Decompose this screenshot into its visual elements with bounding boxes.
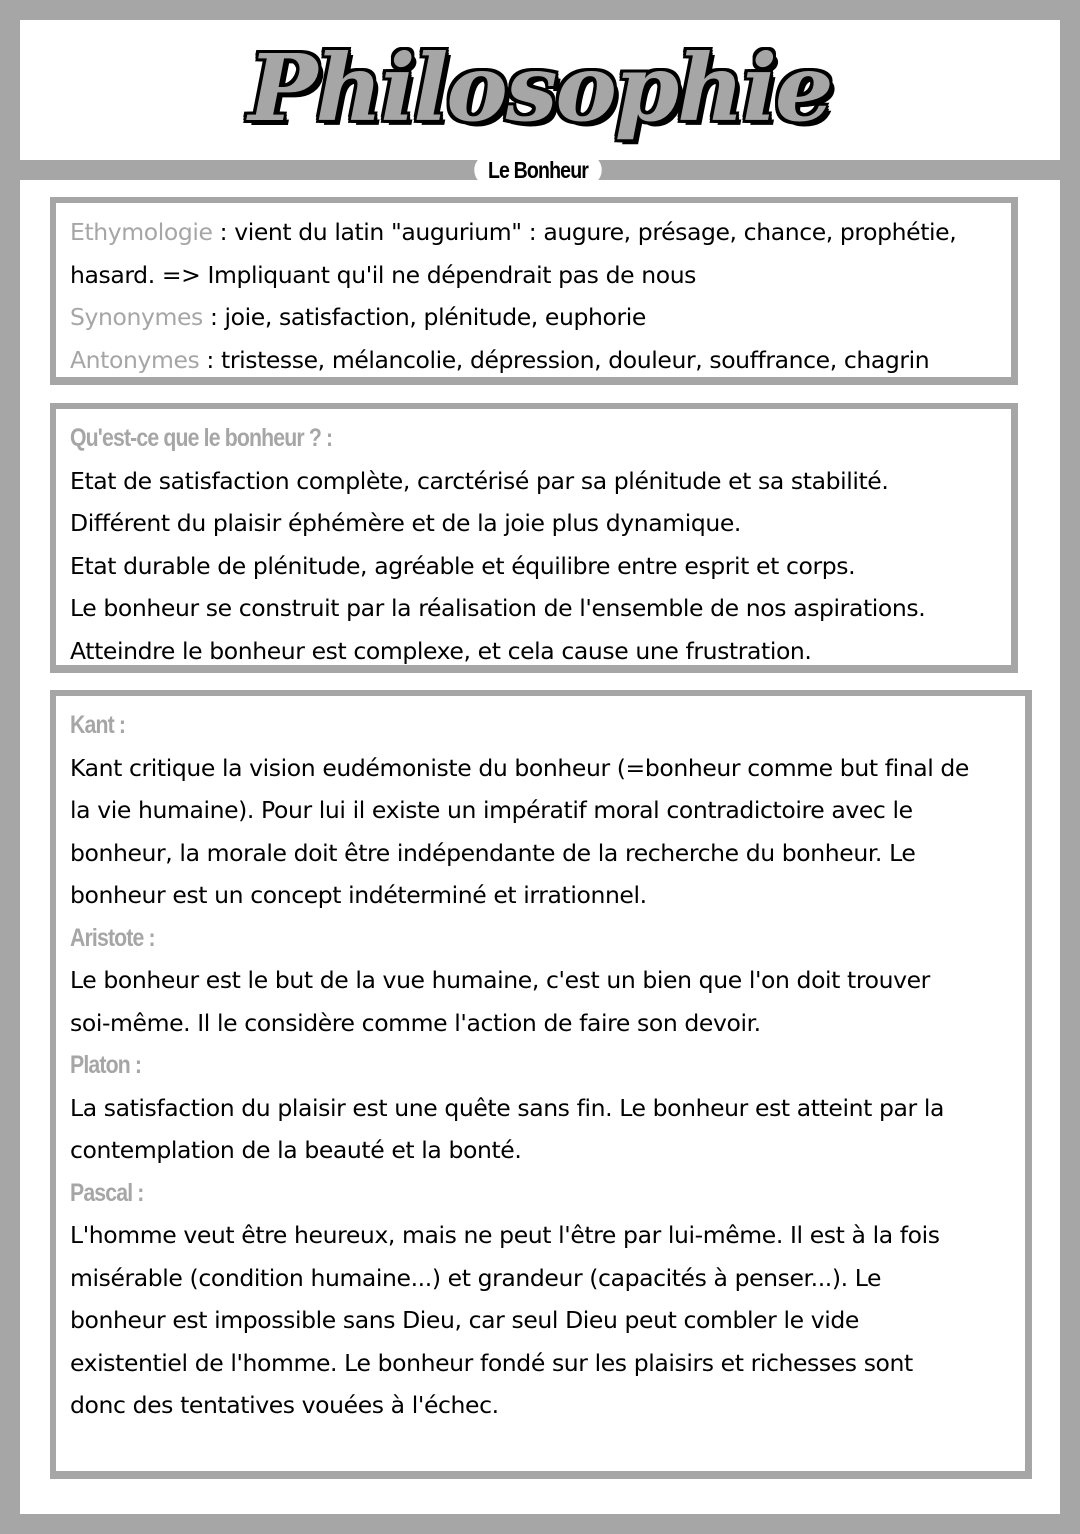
text-line: contemplation de la beauté et la bonté. (70, 1136, 522, 1164)
page-title: Philosophie (248, 34, 832, 142)
text-line: Le bonheur se construit par la réalisation de l'ensemble de nos aspirations. (70, 594, 926, 622)
section-heading: Qu'est-ce que le bonheur ? : (70, 424, 333, 452)
text-line: soi-même. Il le considère comme l'action de faire son devoir. (70, 1008, 761, 1037)
header (20, 20, 1060, 160)
etymology-text: : vient du latin "augurium" : augure, présage, chance, prophétie, (212, 218, 957, 246)
text-line: Différent du plaisir éphémère et de la joie plus dynamique. (70, 509, 742, 537)
etymology-label: Ethymologie (70, 218, 213, 246)
text-line: bonheur est impossible sans Dieu, car seul Dieu peut combler le vide (70, 1306, 859, 1334)
text-line: Kant critique la vision eudémoniste du bonheur (=bonheur comme but final de (70, 753, 969, 782)
text-line: Atteindre le bonheur est complexe, et cela cause une frustration. (70, 636, 812, 665)
text-line: Etat de satisfaction complète, carctérisé par sa plénitude et sa stabilité. (70, 466, 889, 495)
philosopher-heading: Pascal : (70, 1178, 144, 1207)
etymology-line (70, 211, 1011, 254)
philosopher-heading: Aristote : (70, 923, 155, 952)
synonyms-line (70, 296, 1011, 339)
philosopher-heading: Platon : (70, 1051, 142, 1079)
text-line: misérable (condition humaine...) et grandeur (capacités à penser...). Le (70, 1263, 882, 1292)
antonyms-text: : tristesse, mélancolie, dépression, douleur, souffrance, chagrin (199, 345, 930, 374)
text-line: la vie humaine). Pour lui il existe un impératif moral contradictoire avec le (70, 796, 913, 824)
synonyms-label: Synonymes (70, 303, 203, 331)
text-line: bonheur, la morale doit être indépendante de la recherche du bonheur. Le (70, 838, 916, 867)
philosophers-box (50, 690, 1032, 1479)
text-line: Etat durable de plénitude, agréable et équilibre entre esprit et corps. (70, 551, 856, 580)
text-line: existentiel de l'homme. Le bonheur fondé sur les plaisirs et richesses sont (70, 1348, 913, 1377)
page-subtitle: Le Bonheur (474, 156, 602, 184)
definition-box (50, 403, 1018, 673)
text-line: La satisfaction du plaisir est une quête sans fin. Le bonheur est atteint par la (70, 1093, 944, 1122)
text-line: bonheur est un concept indéterminé et irrationnel. (70, 881, 647, 909)
etymology-line-2: hasard. => Impliquant qu'il ne dépendrait pas de nous (70, 260, 697, 289)
synonyms-text: : joie, satisfaction, plénitude, euphorie (202, 303, 646, 331)
text-line: Le bonheur est le but de la vue humaine, c'est un bien que l'on doit trouver (70, 966, 930, 994)
definitions-box (50, 197, 1018, 385)
text-line: L'homme veut être heureux, mais ne peut l'être par lui-même. Il est à la fois (70, 1221, 940, 1249)
philosopher-heading: Kant : (70, 711, 126, 739)
text-line: donc des tentatives vouées à l'échec. (70, 1391, 499, 1419)
antonyms-label: Antonymes (70, 345, 200, 374)
antonyms-line (70, 339, 1011, 382)
